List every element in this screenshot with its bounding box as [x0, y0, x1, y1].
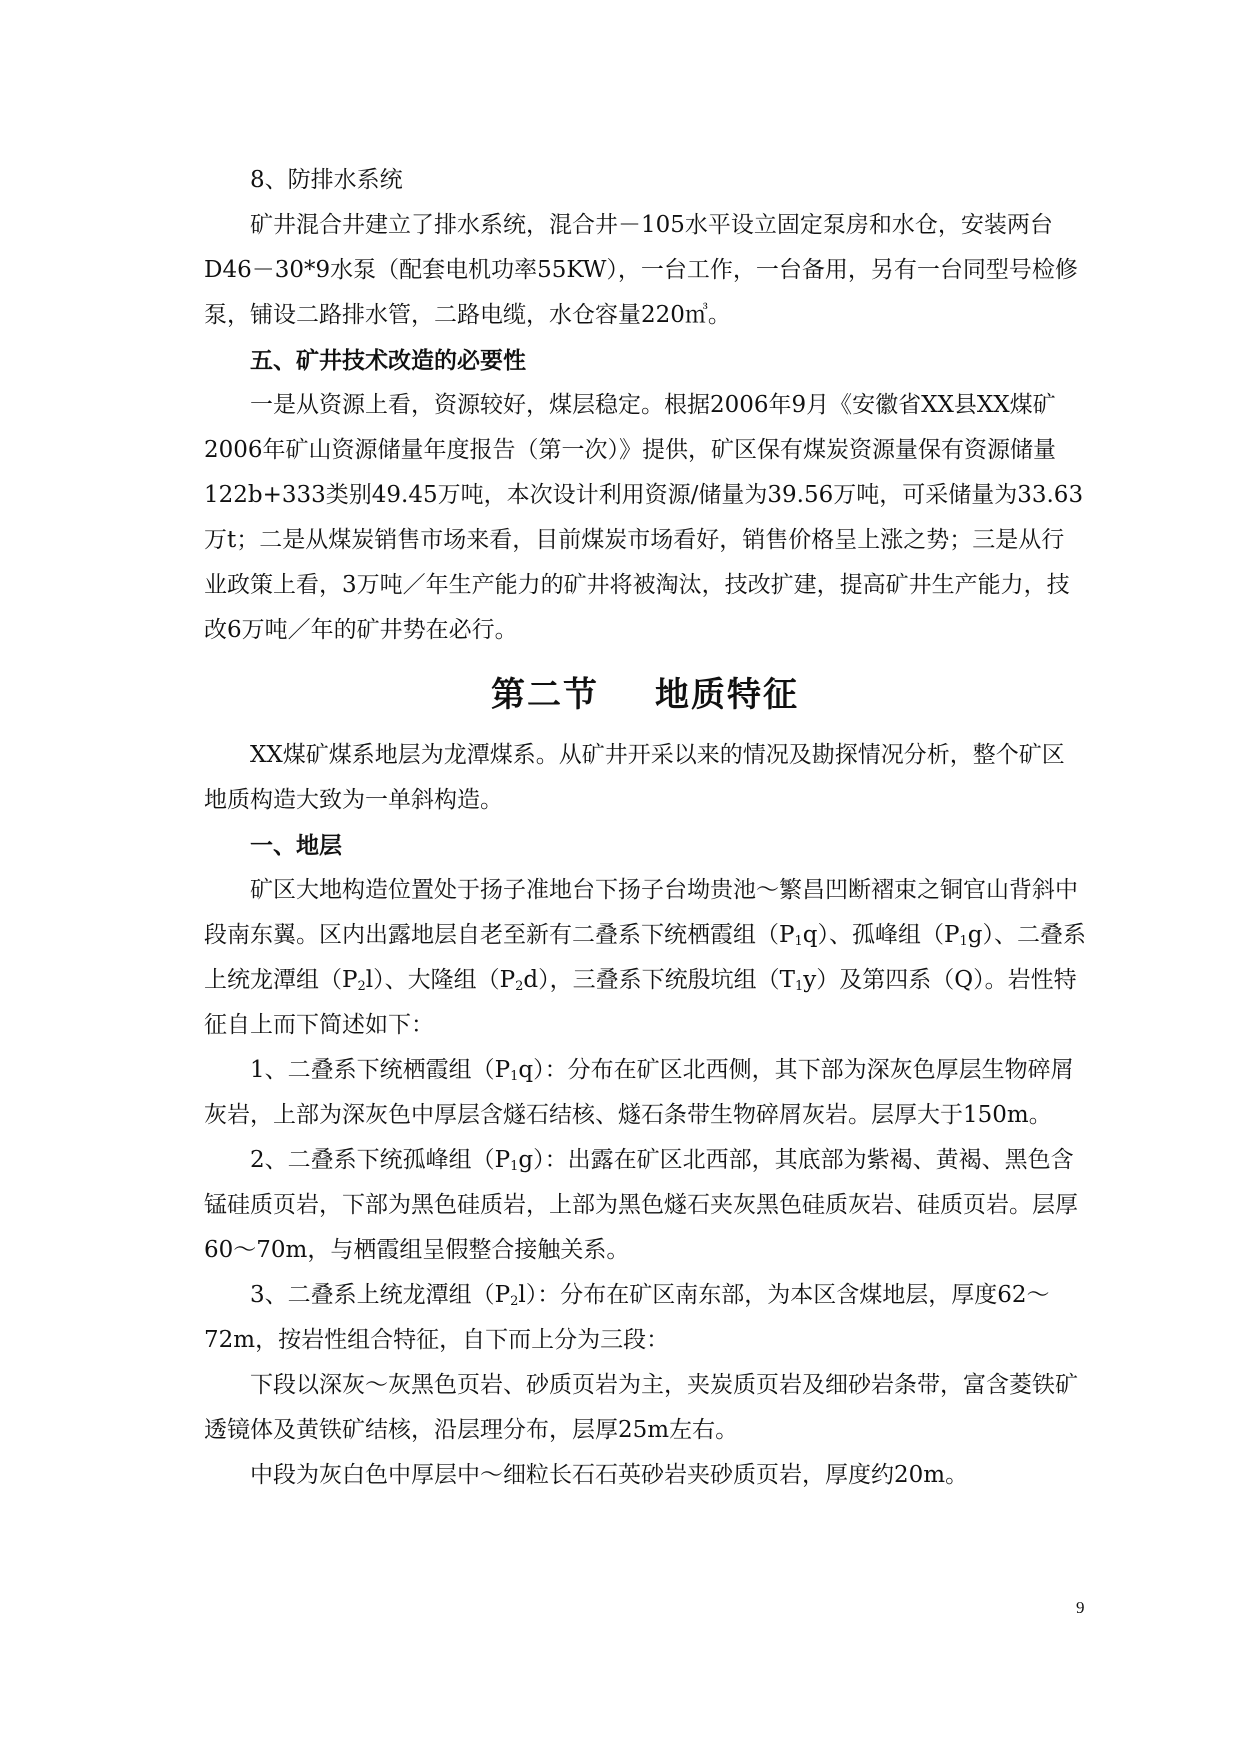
subscript: 2 [510, 1294, 519, 1309]
item-2-paragraph [204, 1138, 1086, 1273]
strata-intro-paragraph [204, 868, 1086, 1048]
item-text: l）：分布在矿区南东部，为本区含煤地层，厚度62～72m，按岩性组合特征，自下而上分为三段： [204, 1282, 1050, 1353]
subscript: 2 [357, 979, 366, 994]
strata-text: g）、二叠系上统龙潭组（P [204, 922, 1086, 993]
section-title-number: 第二节 [491, 675, 599, 715]
strata-text: d），三叠系下统殷坑组（T [523, 967, 795, 993]
item-text: 3、二叠系上统龙潭组（P [250, 1282, 511, 1308]
subscript: 1 [794, 934, 803, 949]
drainage-paragraph: 矿井混合井建立了排水系统，混合井－105水平设立固定泵房和水仓，安装两台D46－30*9水泵（配套电机功率55KW），一台工作，一台备用，另有一台同型号检修泵，铺设二路排水管，二路电缆，水仓容量220㎥。 [204, 212, 1078, 328]
middle-segment-paragraph: 中段为灰白色中厚层中～细粒长石石英砂岩夹砂质页岩，厚度约20m。 [250, 1462, 969, 1488]
subscript: 1 [510, 1159, 519, 1174]
item-1-paragraph [204, 1048, 1086, 1138]
subscript: 1 [959, 934, 968, 949]
section-title-text: 地质特征 [655, 675, 799, 715]
page-body [204, 158, 1086, 1498]
subscript: 1 [510, 1069, 519, 1084]
page-number: 9 [1076, 1598, 1085, 1617]
item-3-paragraph [204, 1273, 1086, 1363]
necessity-heading: 五、矿井技术改造的必要性 [250, 347, 526, 374]
subscript: 2 [515, 979, 524, 994]
strata-text: l）、大隆组（P [365, 967, 516, 993]
subscript: 1 [794, 979, 804, 994]
necessity-paragraph: 一是从资源上看，资源较好，煤层稳定。根据2006年9月《安徽省XX县XX煤矿2006年矿山资源储量年度报告（第一次）》提供，矿区保有煤炭资源量保有资源储量122b+333类别49.45万吨，本次设计利用资源/储量为39.56万吨，可采储量为33.63万t；二是从煤炭销售市场来看，目前煤炭市场看好，销售价格呈上涨之势；三是从行业政策上看，3万吨／年生产能力的矿井将被淘汰，技改扩建，提高矿井生产能力，技改6万吨／年的矿井势在必行。 [204, 392, 1084, 643]
strata-text: y）及第四系（Q）。岩性特征自上而下简述如下： [204, 967, 1077, 1038]
item-text: 2、二叠系下统孤峰组（P [250, 1147, 511, 1173]
item-text: q）：分布在矿区北西侧，其下部为深灰色厚层生物碎屑灰岩，上部为深灰色中厚层含燧石结核、燧石条带生物碎屑灰岩。层厚大于150m。 [204, 1057, 1074, 1128]
section-title [204, 675, 1086, 715]
strata-text: q）、孤峰组（P [802, 922, 960, 948]
geology-intro-paragraph: XX煤矿煤系地层为龙潭煤系。从矿井开采以来的情况及勘探情况分析，整个矿区地质构造大致为一单斜构造。 [204, 742, 1065, 813]
item-text: g）：出露在矿区北西部，其底部为紫褐、黄褐、黑色含锰硅质页岩，下部为黑色硅质岩，上部为黑色燧石夹灰黑色硅质灰岩、硅质页岩。层厚60～70m，与栖霞组呈假整合接触关系。 [204, 1147, 1078, 1263]
item-text: 1、二叠系下统栖霞组（P [250, 1057, 511, 1083]
lower-segment-paragraph: 下段以深灰～灰黑色页岩、砂质页岩为主，夹炭质页岩及细砂岩条带，富含菱铁矿透镜体及黄铁矿结核，沿层理分布，层厚25m左右。 [204, 1372, 1078, 1443]
drainage-heading: 8、防排水系统 [250, 167, 403, 193]
strata-heading: 一、地层 [250, 832, 342, 859]
strata-text: 矿区大地构造位置处于扬子准地台下扬子台坳贵池～繁昌凹断褶束之铜官山背斜中段南东翼。区内出露地层自老至新有二叠系下统栖霞组（P [204, 877, 1078, 948]
